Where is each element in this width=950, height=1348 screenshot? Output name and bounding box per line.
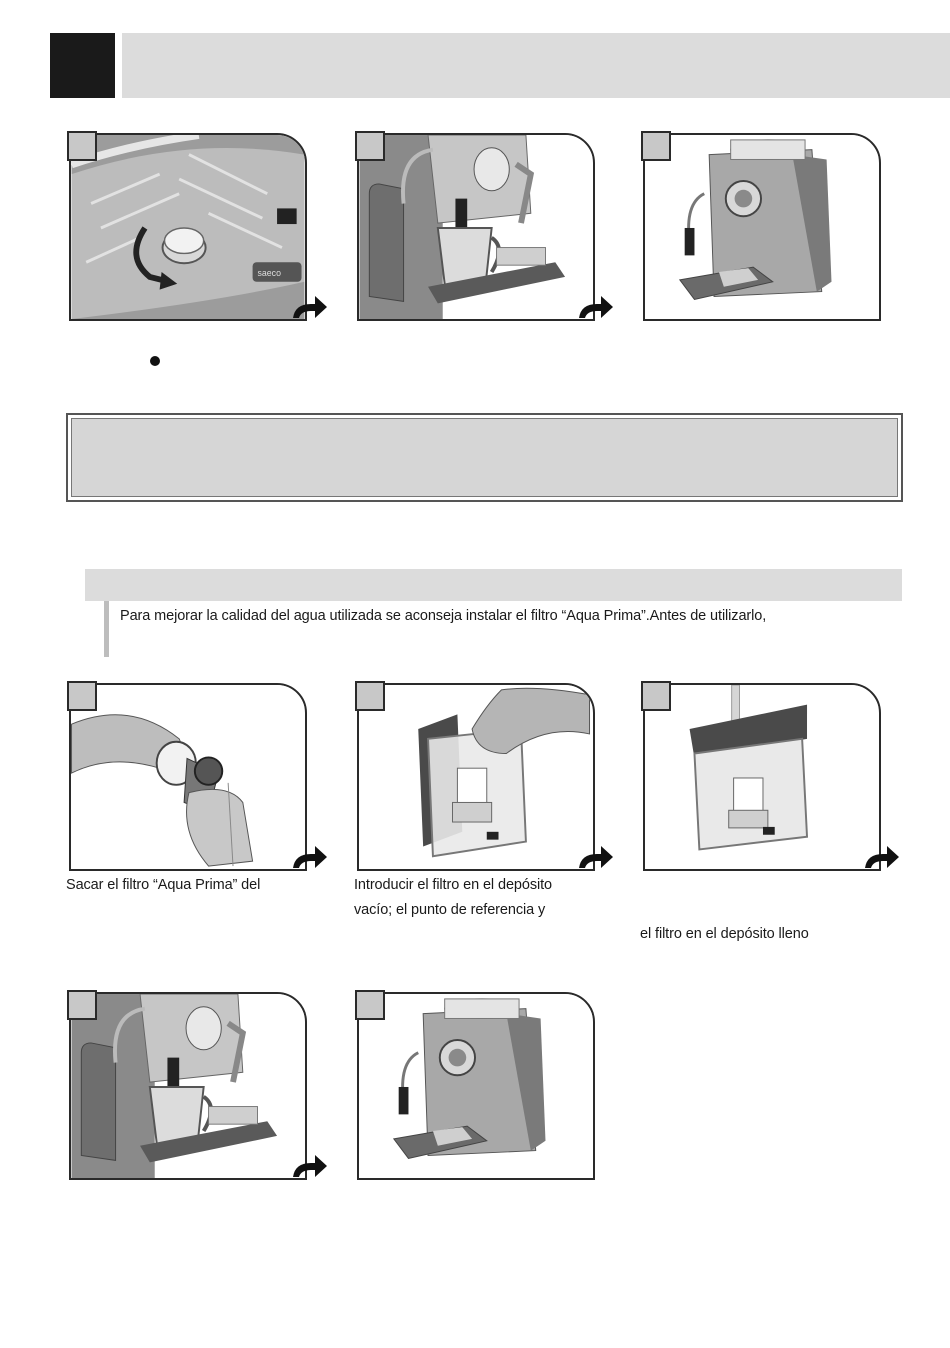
- machine-illustration-2: [359, 994, 593, 1178]
- caption-insert-filter-line2: vacío; el punto de referencia y: [354, 902, 546, 918]
- step-number-box: [67, 681, 97, 711]
- remove-filter-illustration: [71, 685, 305, 869]
- caption-fill-tank: el filtro en el depósito lleno: [640, 926, 809, 942]
- figure-remove-filter: [69, 683, 307, 871]
- fill-tank-illustration: [645, 685, 879, 869]
- caption-insert-filter: [354, 873, 552, 923]
- note-box: [66, 413, 903, 502]
- step-number-box: [355, 681, 385, 711]
- figure-steam-milk-jug: [357, 133, 595, 321]
- figure-insert-filter-empty-tank: [357, 683, 595, 871]
- curved-arrow-right-icon: [577, 294, 615, 320]
- step-number-box: [67, 131, 97, 161]
- figure-machine: [643, 133, 881, 321]
- caption-remove-filter: Sacar el filtro “Aqua Prima” del: [66, 877, 261, 893]
- curved-arrow-right-icon: [291, 844, 329, 870]
- figure-steam-milk-jug-2: [69, 992, 307, 1180]
- curved-arrow-right-icon: [291, 294, 329, 320]
- section-title-bar: [85, 569, 902, 601]
- machine-illustration: [645, 135, 879, 319]
- step-number-box: [355, 131, 385, 161]
- figure-fill-tank: [643, 683, 881, 871]
- curved-arrow-right-icon: [291, 1153, 329, 1179]
- step-number-box: [67, 990, 97, 1020]
- step-number-box: [641, 131, 671, 161]
- caption-insert-filter-line1: Introducir el filtro en el depósito: [354, 877, 552, 893]
- curved-arrow-right-icon: [863, 844, 901, 870]
- bullet-dot-icon: [150, 356, 160, 366]
- steam-jug-illustration: [359, 135, 593, 319]
- figure-knob-turn: [69, 133, 307, 321]
- chapter-tab: [50, 33, 115, 98]
- step-number-box: [355, 990, 385, 1020]
- insert-filter-illustration: [359, 685, 593, 869]
- knob-turn-illustration: [71, 135, 305, 319]
- steam-jug-illustration-2: [71, 994, 305, 1178]
- side-rule: [104, 601, 109, 657]
- step-number-box: [641, 681, 671, 711]
- intro-text: Para mejorar la calidad del agua utilizada se aconseja instalar el filtro “Aqua Prima”.Antes de utilizarlo,: [120, 608, 767, 624]
- curved-arrow-right-icon: [577, 844, 615, 870]
- header-bar: [122, 33, 950, 98]
- figure-machine-2: [357, 992, 595, 1180]
- svg-text:saeco: saeco: [257, 267, 281, 278]
